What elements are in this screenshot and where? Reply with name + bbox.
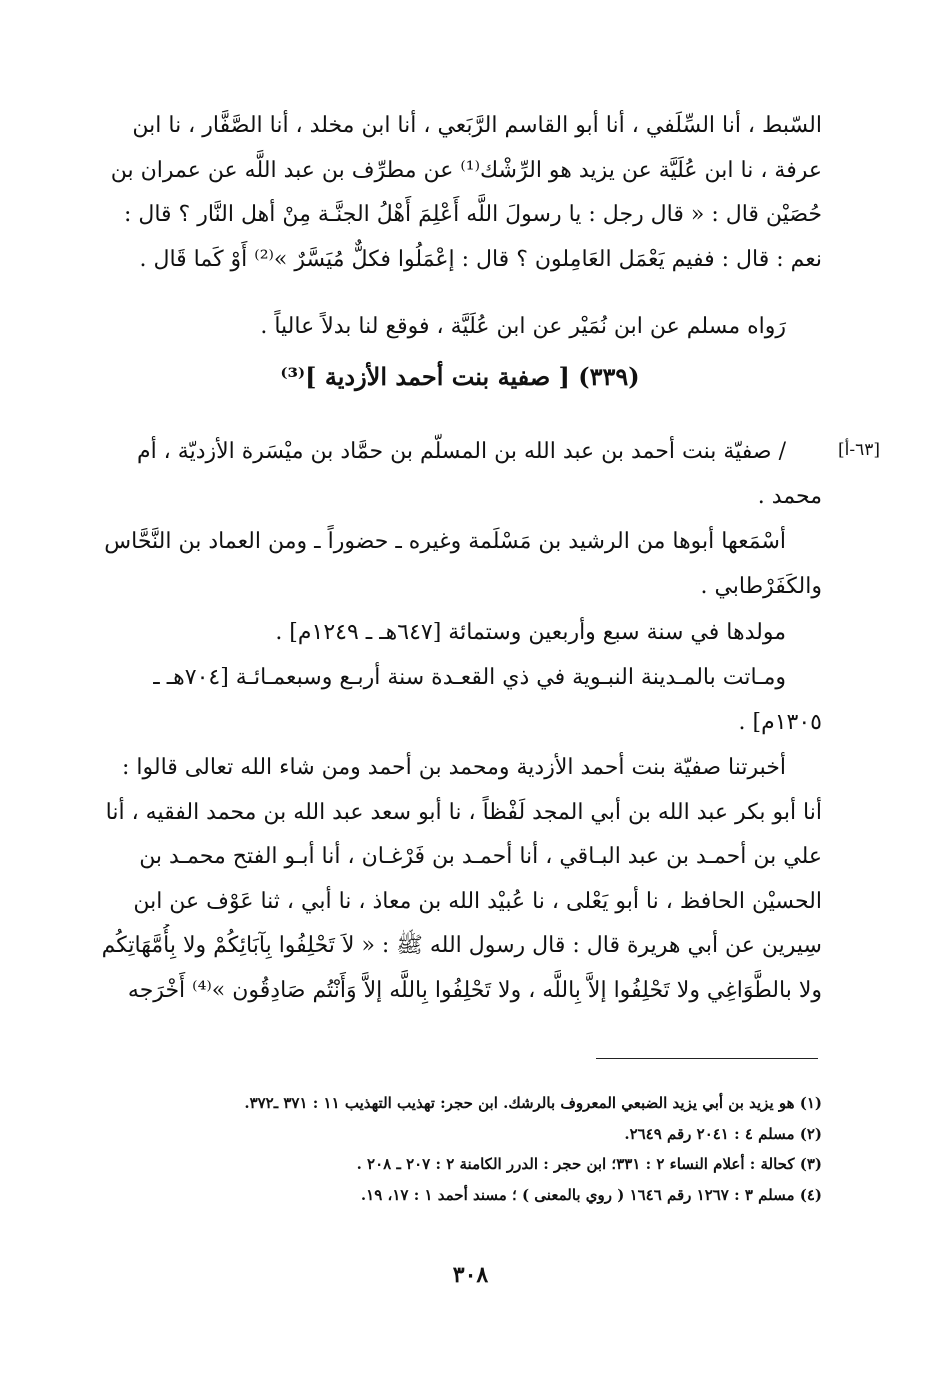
text-line: نعم : قال : ففيم يَعْمَل العَامِلون ؟ قال : إعْمَلُوا فكلٌّ مُيَسَّرٌ »⁽²⁾ أَوْ كَما قَال . [139, 246, 822, 272]
hadith-paragraph [72, 746, 822, 1013]
text-line: أخبرتنا صفيّة بنت أحمد الأزدية ومحمد بن أحمد ومن شاء الله تعالى قالوا : [122, 755, 786, 780]
text-line: محمد . [757, 483, 822, 509]
death-paragraph [72, 656, 822, 745]
birth-paragraph [72, 611, 822, 656]
footnotes [110, 1088, 822, 1210]
entry-heading: (٣٣٩) [ صفية بنت أحمد الأزدية ]⁽³⁾ [280, 362, 640, 391]
text-line: أنا أبو بكر عبد الله بن أبي المجد لَفْظاً ، نا أبو سعد عبد الله بن محمد الفقيه ، أنا [105, 799, 822, 825]
margin-folio-reference: [٦٣-أ] [838, 440, 881, 460]
entry-intro [72, 430, 822, 519]
page-number: ٣٠٨ [452, 1262, 489, 1288]
narration-paragraph [72, 305, 822, 350]
footnote-separator [596, 1058, 818, 1059]
text-line: علي بن أحمـد بن عبد البـاقي ، أنا أحمـد بن فَرْغـان ، أنا أبـو الفتح محمـد بن [139, 844, 822, 869]
footnote: (٣) كحالة : أعلام النساء ٢ : ٣٣١؛ ابن حجر : الدرر الكامنة ٢ : ٢٠٧ ـ ٢٠٨ . [356, 1155, 822, 1173]
text-line: ١٣٠٥م] . [738, 709, 822, 735]
footnote: (١) هو يزيد بن أبي يزيد الضبعي المعروف بالرشك. ابن حجر: تهذيب التهذيب ١١ : ٣٧١ ـ٣٧٢. [244, 1094, 822, 1112]
text-line: أسْمَعها أبوها من الرشيد بن مَسْلَمة وغيره ـ حضوراً ـ ومن العماد بن النَّحَّاس [104, 529, 786, 554]
text-line: السّبط ، أنا السِّلَفي ، أنا أبو القاسم الرَّبَعي ، أنا ابن مخلد ، أنا الصَّفَّار ، نا ابن [132, 113, 822, 138]
footnote: (٤) مسلم ٣ : ١٢٦٧ رقم ١٦٤٦ ( روي بالمعنى ) ؛ مسند أحمد ١ : ١٧، ١٩. [360, 1185, 822, 1204]
narration-line: رَواه مسلم عن ابن نُمَيْر عن ابن عُلَيَّة ، فوقع لنا بدلاً عالياً . [260, 314, 786, 339]
text-line: الحسيْن الحافظ ، نا أبو يَعْلى ، نا عُبيْد الله بن معاذ ، نا أبي ، ثنا عَوْف عن ابن [133, 888, 822, 914]
footnote: (٢) مسلم ٤ : ٢٠٤١ رقم ٢٦٤٩. [624, 1124, 822, 1143]
text-line: ولا بالطَّوَاغِي ولا تَحْلِفُوا إلاَّ بِاللَّه ، ولا تَحْلِفُوا بِاللَّه إلاَّ وَأَنْتُم صَادِقُون »⁽⁴⁾ أَخْرَجه [127, 977, 822, 1003]
text-line: والكَفَرْطابي . [700, 573, 822, 599]
text-line: عرفة ، نا ابن عُلَيَّة عن يزيد هو الرِّشْك⁽¹⁾ عن مطرِّف بن عبد اللَّه عن عمران بن [110, 157, 822, 183]
text-line: ومـاتت بالمـدينة النبـوية في ذي القعـدة سنة أربـع وسبعمـائـة [٧٠٤هـ ـ [153, 665, 786, 690]
text-line: حُصَيْن قال : « قال رجل : يا رسولَ اللَّه أَعْلِمَ أَهْلُ الجنَّـة مِنْ أهل النَّار ؟ قال : [123, 202, 822, 227]
text-line: سِيرين عن أبي هريرة قال : قال رسول الله ﷺ : « لاَ تَحْلِفُوا بِآبَائِكُمْ ولا بِأُمَّهَاتِكُم [101, 933, 822, 958]
top-paragraph [72, 104, 822, 282]
text-line: / صفيّة بنت أحمد بن عبد الله بن المسلّم بن حمَّاد بن ميْسَرة الأزديّة ، أم [136, 439, 786, 464]
sama-paragraph [72, 520, 822, 609]
text-line: مولدها في سنة سبع وأربعين وستمائة [٦٤٧هـ ـ ١٢٤٩م] . [275, 620, 786, 645]
